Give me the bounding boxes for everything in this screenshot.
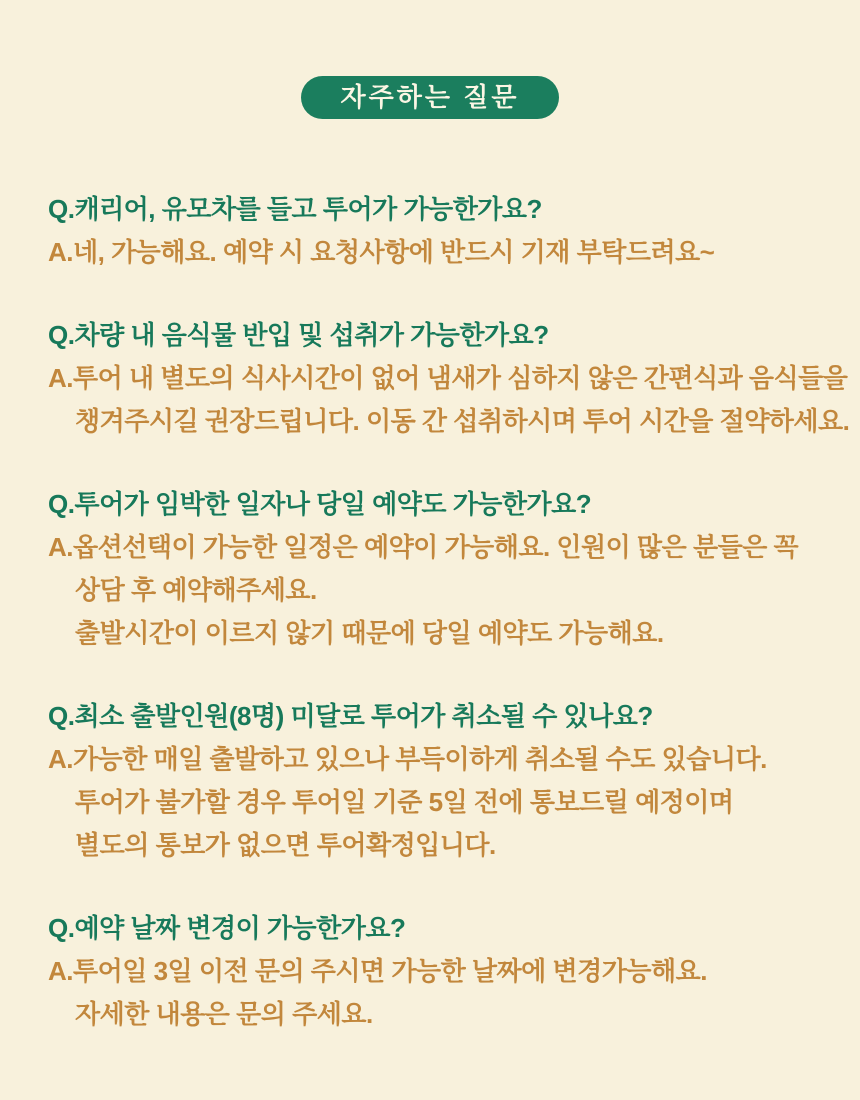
question-text: Q.차량 내 음식물 반입 및 섭취가 가능한가요? bbox=[48, 320, 549, 350]
faq-item bbox=[48, 483, 824, 655]
answer-text: 출발시간이 이르지 않기 때문에 당일 예약도 가능해요. bbox=[75, 618, 664, 648]
answer-text: 자세한 내용은 문의 주세요. bbox=[75, 999, 373, 1029]
answer-text: A.투어 내 별도의 식사시간이 없어 냄새가 심하지 않은 간편식과 음식들을 bbox=[48, 363, 848, 393]
answer-text: A.투어일 3일 이전 문의 주시면 가능한 날짜에 변경가능해요. bbox=[48, 956, 707, 986]
question-text: Q.예약 날짜 변경이 가능한가요? bbox=[48, 913, 406, 943]
answer-text: A.가능한 매일 출발하고 있으나 부득이하게 취소될 수도 있습니다. bbox=[48, 744, 767, 774]
faq-title-badge bbox=[301, 76, 560, 119]
answer-text: 상담 후 예약해주세요. bbox=[75, 575, 317, 605]
question-text: Q.투어가 임박한 일자나 당일 예약도 가능한가요? bbox=[48, 489, 592, 519]
faq-item bbox=[48, 695, 824, 867]
faq-title-label: 자주하는 질문 bbox=[340, 82, 520, 112]
answer-text: A.옵션선택이 가능한 일정은 예약이 가능해요. 인원이 많은 분들은 꼭 bbox=[48, 532, 799, 562]
answer-text: A.네, 가능해요. 예약 시 요청사항에 반드시 기재 부탁드려요~ bbox=[48, 237, 715, 267]
faq-item bbox=[48, 188, 824, 274]
question-text: Q.최소 출발인원(8명) 미달로 투어가 취소될 수 있나요? bbox=[48, 701, 653, 731]
faq-item bbox=[48, 314, 850, 443]
answer-text: 투어가 불가할 경우 투어일 기준 5일 전에 통보드릴 예정이며 bbox=[75, 787, 734, 817]
faq-header bbox=[0, 76, 860, 119]
answer-text: 별도의 통보가 없으면 투어확정입니다. bbox=[75, 830, 496, 860]
faq-item bbox=[48, 907, 824, 1036]
question-text: Q.캐리어, 유모차를 들고 투어가 가능한가요? bbox=[48, 194, 542, 224]
answer-text: 챙겨주시길 권장드립니다. 이동 간 섭취하시며 투어 시간을 절약하세요. bbox=[75, 406, 850, 436]
faq-list bbox=[0, 119, 860, 1036]
